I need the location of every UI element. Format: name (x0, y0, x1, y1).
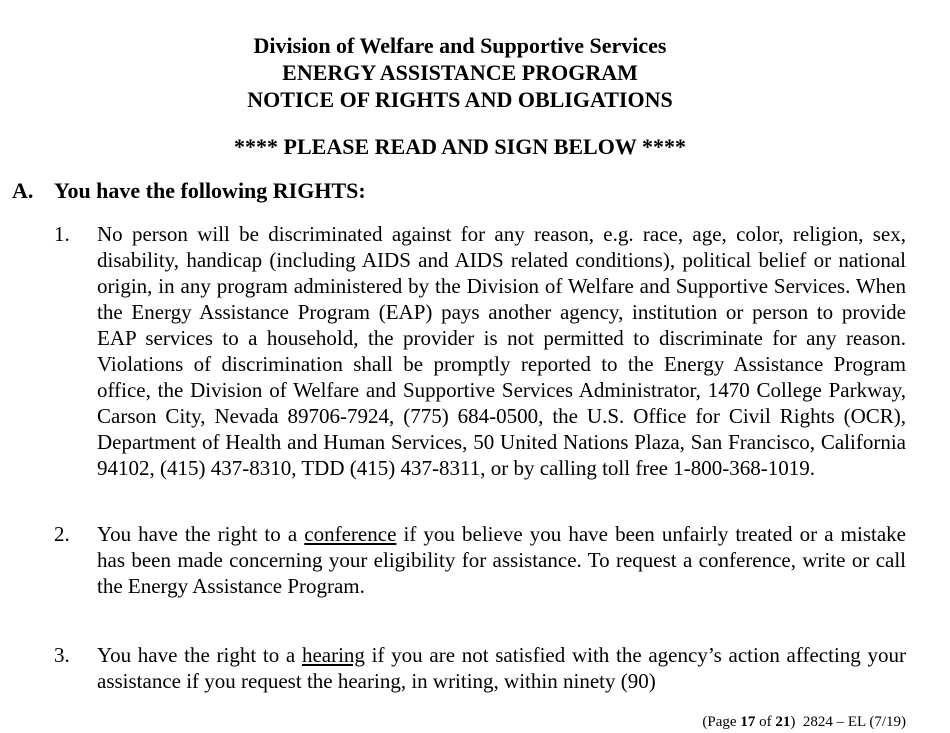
section-title: You have the following RIGHTS: (54, 178, 366, 203)
section-letter: A. (12, 178, 34, 203)
footer-page-suffix: ) (790, 714, 796, 730)
hearing-term: hearing (301, 643, 365, 667)
item-text-post: if you believe you have been unfairly treated or a mistake has been made concerning your eligibility for assistance. To request a conference, write or call the Energy Assistance Program. (97, 522, 906, 598)
item-number: 2. (54, 522, 70, 546)
item-text: No person will be discriminated against for any reason, e.g. race, age, color, religion, sex, disability, handicap (including AIDS and AIDS related conditions), political belief or national origin, in any program administered by the Division of Welfare and Supportive Services. When the Energy Assistance Program (EAP) pays another agency, institution or person to provide EAP services to a household, the provider is not permitted to discriminate for any reason. Violations of discrimination shall be promptly reported to the Energy Assistance Program office, the Division of Welfare and Supportive Services Administrator, 1470 College Parkway, Carson City, Nevada 89706-7924, (775) 684-0500, the U.S. Office for Civil Rights (OCR), Department of Health and Human Services, 50 United Nations Plaza, San Francisco, California 94102, (415) 437-8310, TDD (415) 437-8311, or by calling toll free 1-800-368-1019. (97, 222, 906, 480)
read-and-sign-instruction: **** PLEASE READ AND SIGN BELOW **** (234, 134, 686, 159)
item-text (97, 642, 906, 694)
item-number: 1. (54, 222, 70, 246)
item-text-pre: You have the right to a (97, 643, 302, 667)
rights-item-2 (54, 521, 906, 599)
item-number: 3. (54, 643, 70, 667)
item-text-pre: You have the right to a (97, 522, 305, 546)
footer-page-total: 21 (775, 714, 791, 730)
section-heading (12, 177, 366, 204)
footer-form-id: 2824 – EL (7/19) (802, 714, 906, 730)
footer-page-prefix: (Page (702, 714, 741, 730)
item-text-post: if you are not satisfied with the agency’s action affecting your assistance if you request the hearing, in writing, within ninety (90) (97, 643, 906, 693)
item-text (97, 521, 906, 599)
footer-page-number: 17 (740, 714, 756, 730)
rights-item-1 (54, 221, 906, 481)
conference-term: conference (304, 522, 397, 546)
header-notice-title: NOTICE OF RIGHTS AND OBLIGATIONS (247, 87, 673, 112)
page-footer (702, 713, 906, 731)
rights-item-3 (54, 642, 906, 694)
header-program: ENERGY ASSISTANCE PROGRAM (282, 60, 638, 85)
footer-page-of: of (755, 714, 776, 730)
header-agency: Division of Welfare and Supportive Services (253, 33, 667, 58)
document-header (0, 32, 920, 113)
